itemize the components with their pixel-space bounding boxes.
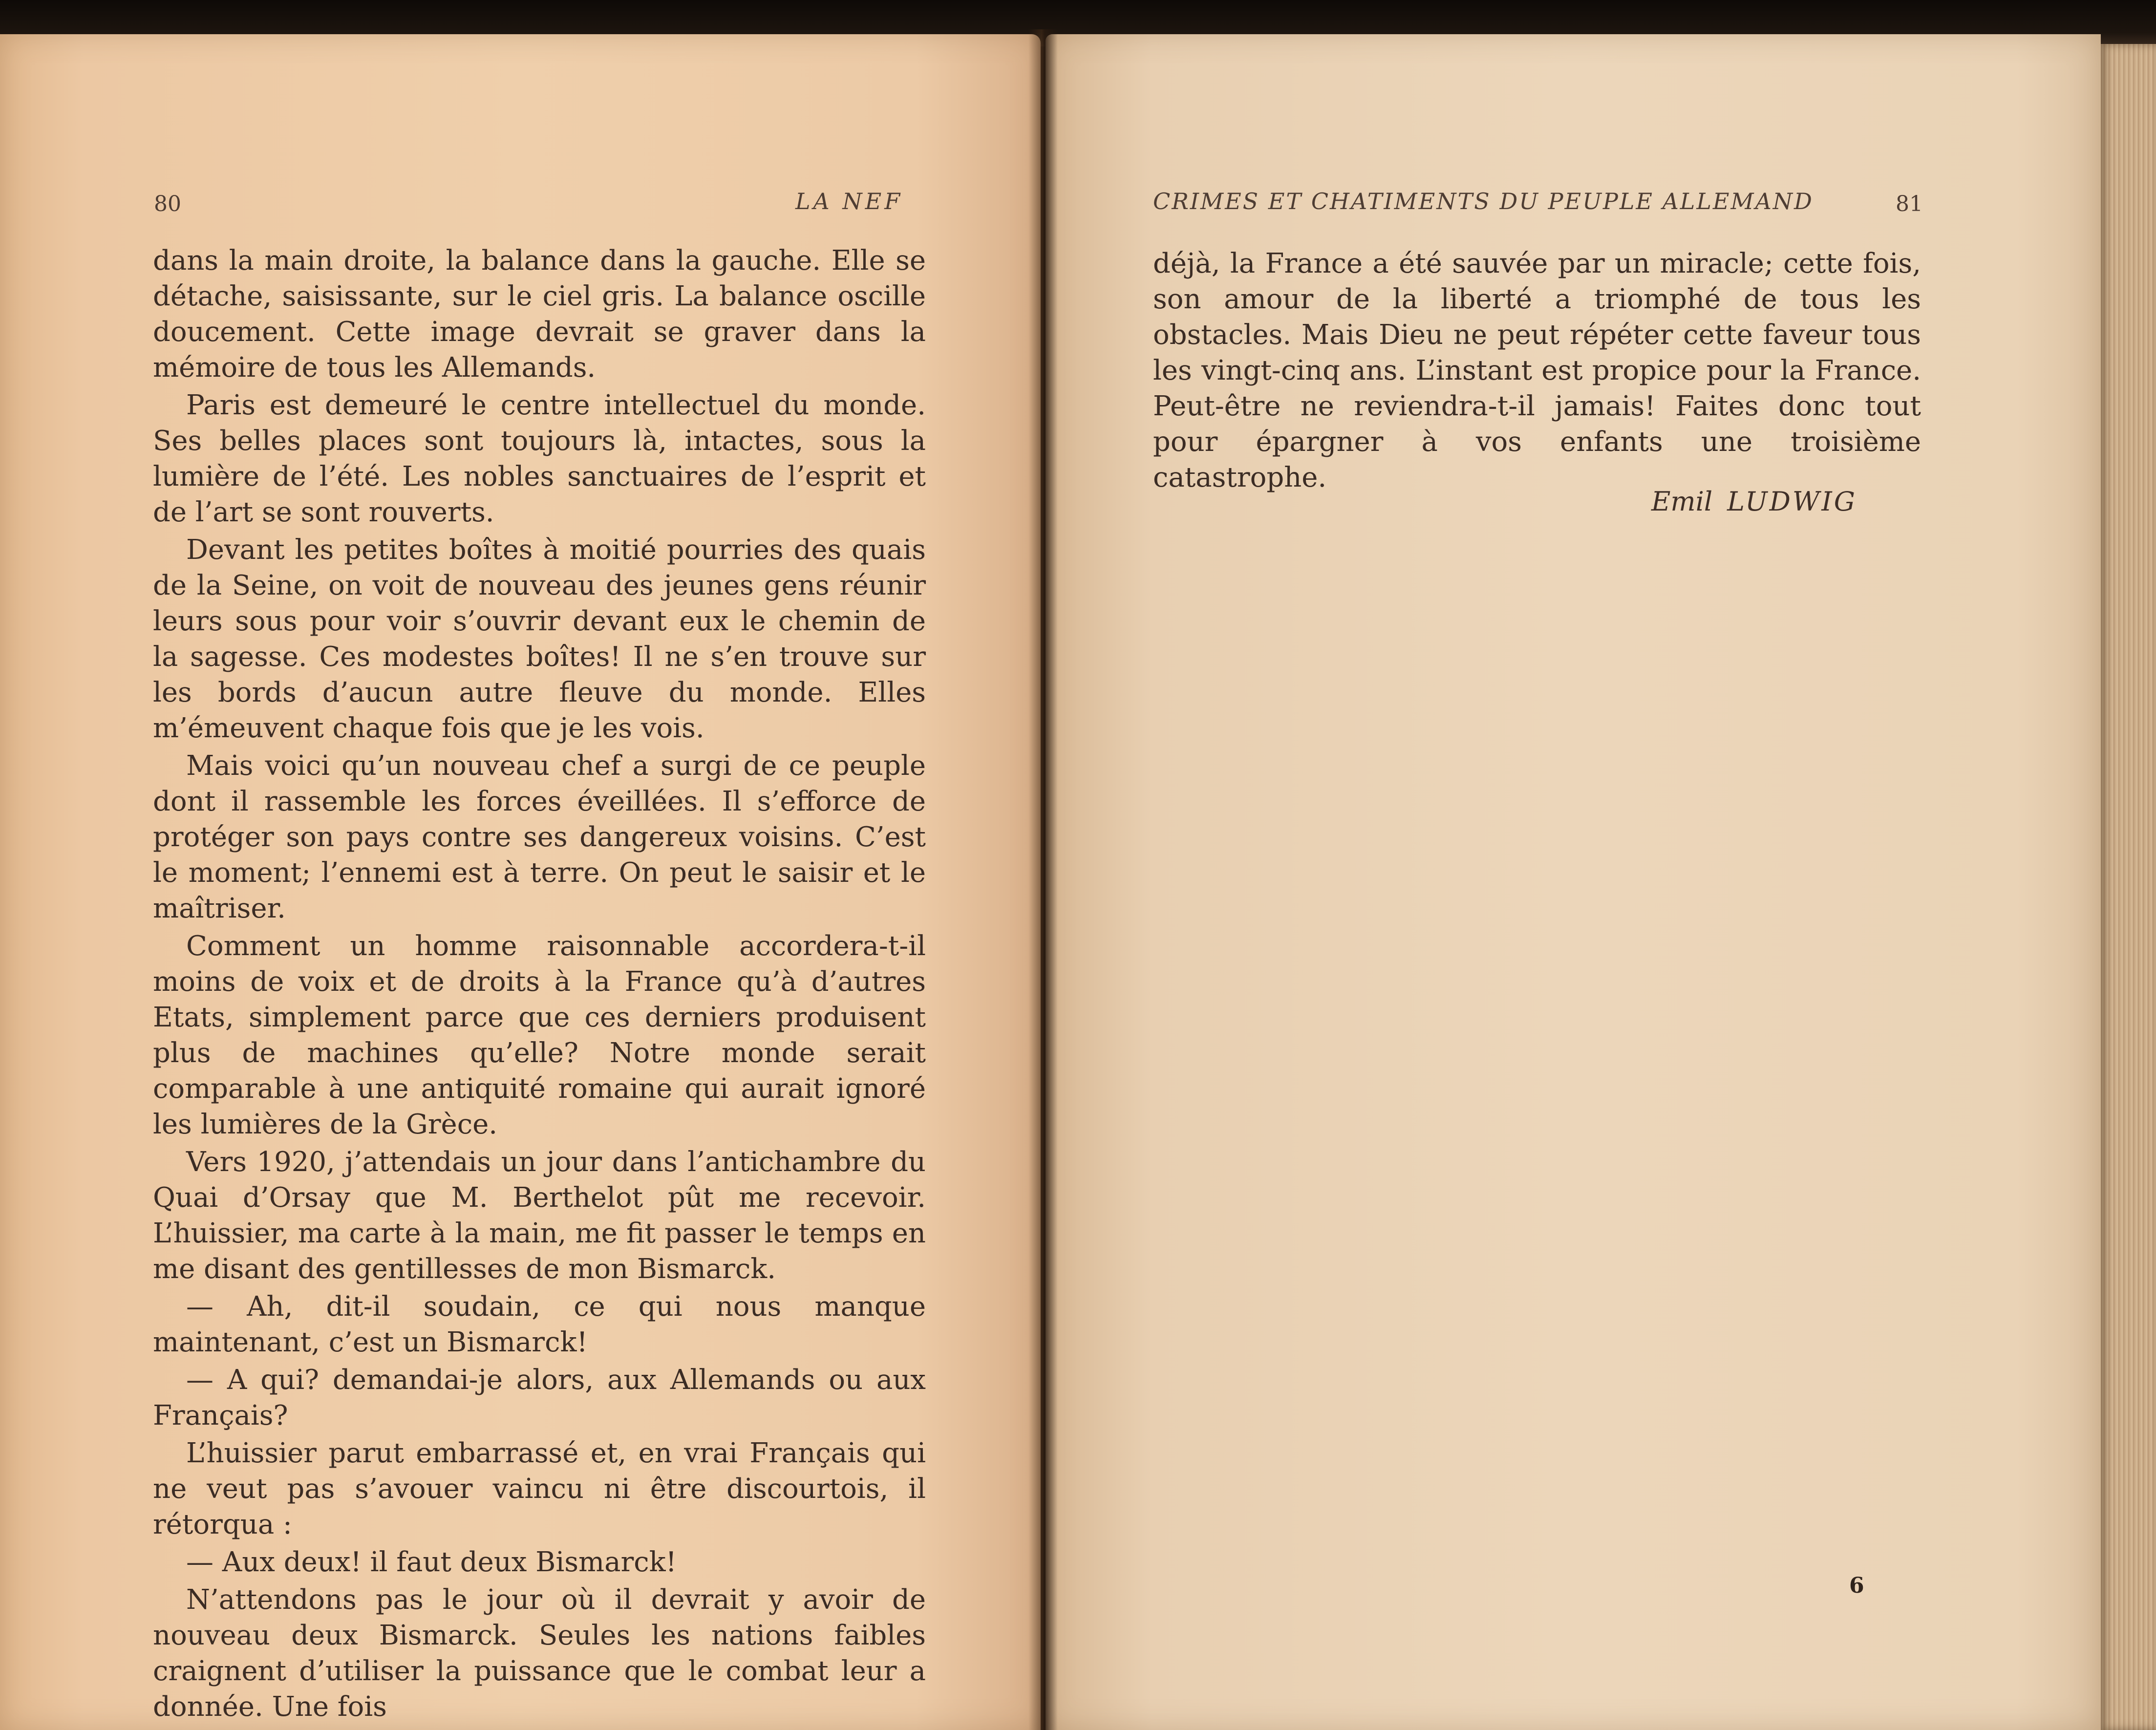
paragraph: Paris est demeuré le centre intellectuel du monde. Ses belles places sont toujours là, intactes, sous la lumière de l’été. Les nobles sanctuaires de l’esprit et de l’art se sont rouverts. — [153, 389, 926, 528]
right-running-head: CRIMES ET CHATIMENTS DU PEUPLE ALLEMAND — [1153, 188, 1814, 214]
paragraph: Comment un homme raisonnable accordera-t-il moins de voix et de droits à la France qu’à d’autres Etats, simplement parce que ces derniers produisent plus de machines qu’elle? Notre monde serait comparable à une antiquité romaine qui aurait ignoré les lumières de la Grèce. — [153, 930, 926, 1140]
right-folio: 81 — [1896, 192, 1923, 216]
left-running-head: LA NEF — [795, 188, 903, 214]
signature-mark: 6 — [1849, 1573, 1864, 1598]
paragraph: Devant les petites boîtes à moitié pourries des quais de la Seine, on voit de nouveau des jeunes gens réunir leurs sous pour voir s’ouvrir devant eux le chemin de la sagesse. Ces modestes boîtes! Il ne s’en trouve sur les bords d’aucun autre fleuve du monde. Elles m’émeuvent chaque fois que je les vois. — [153, 534, 926, 744]
author-signature — [1651, 486, 1857, 517]
signature-first-name: Emil — [1651, 486, 1713, 517]
paragraph: — Ah, dit-il soudain, ce qui nous manque maintenant, c’est un Bismarck! — [153, 1291, 926, 1358]
left-text-block — [153, 243, 926, 1727]
book-gutter — [1028, 29, 1058, 1730]
paragraph: déjà, la France a été sauvée par un miracle; cette fois, son amour de la liberté a triomphé de tous les obstacles. Mais Dieu ne peut répéter cette faveur tous les vingt-cinq ans. L’instant est propice pour la France. Peut-être ne reviendra-t-il jamais! Faites donc tout pour épargner à vos enfants une troisième catastrophe. — [1153, 248, 1921, 493]
right-text-block — [1153, 246, 1921, 497]
page-fore-edge — [2101, 44, 2156, 1730]
paragraph: — Aux deux! il faut deux Bismarck! — [186, 1546, 677, 1578]
paragraph: N’attendons pas le jour où il devrait y avoir de nouveau deux Bismarck. Seules les nations faibles craignent d’utiliser la puissance que le combat leur a donnée. Une fois — [153, 1584, 926, 1723]
paragraph: Mais voici qu’un nouveau chef a surgi de ce peuple dont il rassemble les forces éveillées. Il s’efforce de protéger son pays contre ses dangereux voisins. C’est le moment; l’ennemi est à terre. On peut le saisir et le maîtriser. — [153, 750, 926, 924]
signature-last-name: LUDWIG — [1727, 486, 1857, 517]
paragraph: Vers 1920, j’attendais un jour dans l’antichambre du Quai d’Orsay que M. Berthelot pût me recevoir. L’huissier, ma carte à la main, me fit passer le temps en me disant des gentillesses de mon Bismarck. — [153, 1146, 926, 1285]
left-folio: 80 — [154, 192, 181, 216]
paragraph: L’huissier parut embarrassé et, en vrai Français qui ne veut pas s’avouer vaincu ni être discourtois, il rétorqua : — [153, 1437, 926, 1540]
paragraph: dans la main droite, la balance dans la gauche. Elle se détache, saisissante, sur le ciel gris. La balance oscille doucement. Cette image devrait se graver dans la mémoire de tous les Allemands. — [153, 245, 926, 384]
paragraph: — A qui? demandai-je alors, aux Allemands ou aux Français? — [153, 1364, 926, 1431]
